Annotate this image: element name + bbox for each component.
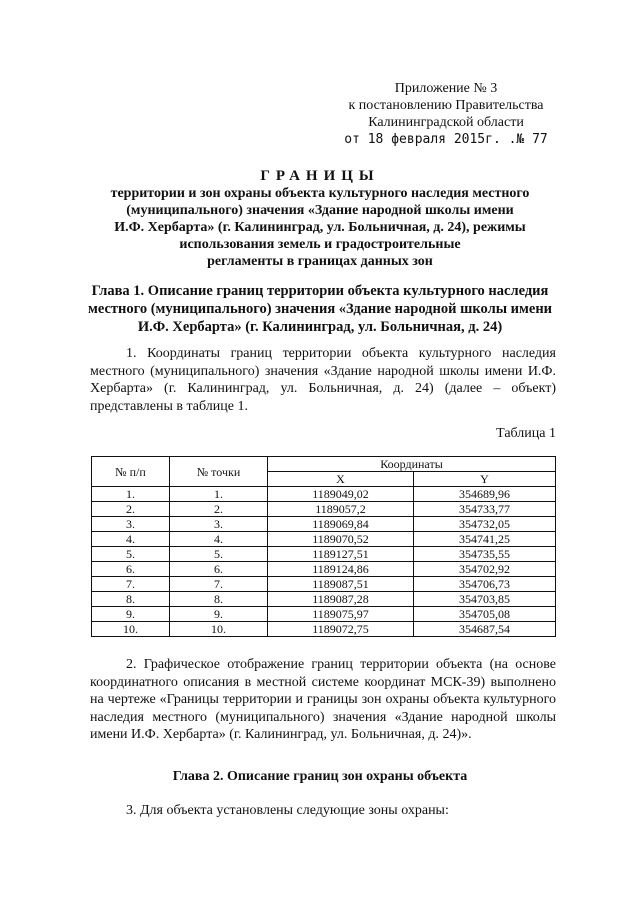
cell-point: 7. [170,577,268,592]
cell-point: 3. [170,517,268,532]
chapter-line: И.Ф. Хербарта» (г. Калининград, ул. Больничная, д. 24) [137,319,503,335]
approval-region: Калининградской области [368,115,524,130]
header-num: № п/п [92,457,170,487]
cell-point: 4. [170,532,268,547]
cell-point: 8. [170,592,268,607]
cell-y: 354732,05 [414,517,556,532]
document-title [80,168,560,270]
cell-num: 10. [92,622,170,637]
cell-y: 354705,08 [414,607,556,622]
paragraph-3: 3. Для объекта установлены следующие зоны охраны: [126,803,449,818]
cell-x: 1189075,97 [268,607,414,622]
cell-num: 1. [92,487,170,502]
approval-date-number: от 18 февраля 2015г. .№ 77 [344,132,548,147]
cell-point: 1. [170,487,268,502]
cell-x: 1189127,51 [268,547,414,562]
chapter-1-heading [80,282,560,336]
table-row [92,517,556,532]
cell-y: 354706,73 [414,577,556,592]
cell-point: 2. [170,502,268,517]
paragraph-2: 2. Графическое отображение границ территории объекта (на основе координатного описания в местной системе координат МСК-39) выполнено на чертеже «Границы территории и границы зон охраны объекта культурного наследия местного (муниципального) значения «Здание народной школы имени И.Ф. Хербарта» (г. Калининград, ул. Больничная, д. 24)». [90,657,556,742]
table-row [92,502,556,517]
header-y: Y [414,472,556,487]
cell-num: 3. [92,517,170,532]
cell-num: 8. [92,592,170,607]
cell-num: 9. [92,607,170,622]
cell-point: 9. [170,607,268,622]
cell-y: 354702,92 [414,562,556,577]
cell-x: 1189072,75 [268,622,414,637]
cell-x: 1189049,02 [268,487,414,502]
table-row [92,592,556,607]
paragraph-1: 1. Координаты границ территории объекта культурного наследия местного (муниципального) значения «Здание народной школы имени И.Ф. Хербарта» (г. Калининград, ул. Больничная, д. 24) (далее – объект) представлены в таблице 1. [90,346,556,414]
cell-x: 1189057,2 [268,502,414,517]
header-x: X [268,472,414,487]
table-row [92,607,556,622]
title-line: регламенты в границах данных зон [207,254,433,269]
title-line: (муниципального) значения «Здание народной школы имени [126,203,514,218]
table-row [92,487,556,502]
cell-x: 1189070,52 [268,532,414,547]
table-row [92,577,556,592]
table-row [92,562,556,577]
table-row [92,622,556,637]
cell-y: 354689,96 [414,487,556,502]
cell-num: 6. [92,562,170,577]
cell-x: 1189087,51 [268,577,414,592]
approval-appendix: Приложение № 3 [394,81,498,96]
chapter-line: местного (муниципального) значения «Здание народной школы имени [87,301,553,317]
title-line: территории и зон охраны объекта культурного наследия местного [110,186,530,201]
title-heading: ГРАНИЦЫ [260,168,380,184]
cell-y: 354687,54 [414,622,556,637]
chapter-line: Глава 1. Описание границ территории объекта культурного наследия [91,283,549,299]
cell-point: 10. [170,622,268,637]
cell-point: 5. [170,547,268,562]
table-row [92,532,556,547]
header-coordinates: Координаты [268,457,556,472]
cell-x: 1189087,28 [268,592,414,607]
cell-num: 2. [92,502,170,517]
cell-point: 6. [170,562,268,577]
coordinates-table [91,456,556,637]
cell-num: 5. [92,547,170,562]
cell-y: 354703,85 [414,592,556,607]
header-point: № точки [170,457,268,487]
approval-resolution: к постановлению Правительства [348,98,544,113]
cell-num: 4. [92,532,170,547]
table-row [92,547,556,562]
chapter-2-heading: Глава 2. Описание границ зон охраны объекта [172,769,468,784]
approval-block [336,80,556,148]
cell-y: 354733,77 [414,502,556,517]
cell-x: 1189124,86 [268,562,414,577]
table-label: Таблица 1 [496,426,556,441]
cell-y: 354741,25 [414,532,556,547]
title-line: И.Ф. Хербарта» (г. Калининград, ул. Больничная, д. 24), режимы [114,220,526,235]
cell-y: 354735,55 [414,547,556,562]
cell-x: 1189069,84 [268,517,414,532]
cell-num: 7. [92,577,170,592]
title-line: использования земель и градостроительные [179,237,461,252]
